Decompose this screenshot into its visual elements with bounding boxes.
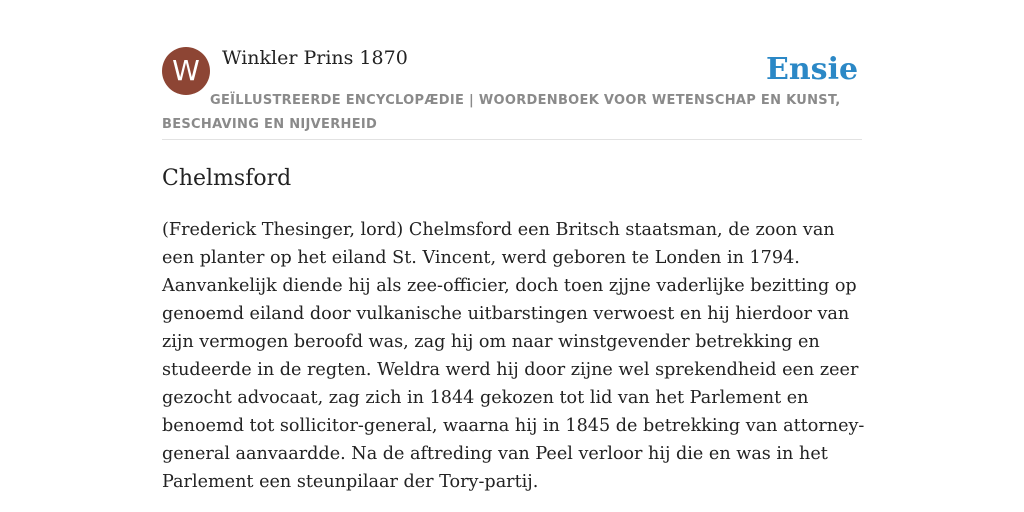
source-subtitle: GEÏLLUSTREERDE ENCYCLOPÆDIE | WOORDENBOEK VOOR WETENSCHAP EN KUNST, BESCHAVING EN NIJVERHEID [162, 93, 841, 132]
entry-text: (Frederick Thesinger, lord) Chelmsford een Britsch staatsman, de zoon van een planter op het eiland St. Vincent, werd geboren te Londen in 1794. Aanvankelijk diende hij als zee-officier, doch toen zjjne vaderlijke bezitting op genoemd eiland door vulkanische uitbarstingen verwoest en hij hierdoor van zijn vermogen beroofd was, zag hij om naar winstgevender betrekking en studeerde in de regten. Weldra werd hij door zijne wel sprekendheid een zeer gezocht advocaat, zag zich in 1844 gekozen tot lid van het Parlement en benoemd tot sollicitor-general, waarna hij in 1845 de betrekking van attorney-general aanvaardde. Na de aftreding van Peel verloor hij die en was in het Parlement een steunpilaar der Tory-partij. [162, 220, 865, 492]
entry-title: Chelmsford [162, 166, 292, 191]
header-divider [162, 139, 862, 140]
source-avatar[interactable]: W [162, 47, 210, 95]
ensie-logo[interactable]: Ensie [766, 52, 859, 87]
source-title[interactable]: Winkler Prins 1870 [222, 47, 408, 69]
